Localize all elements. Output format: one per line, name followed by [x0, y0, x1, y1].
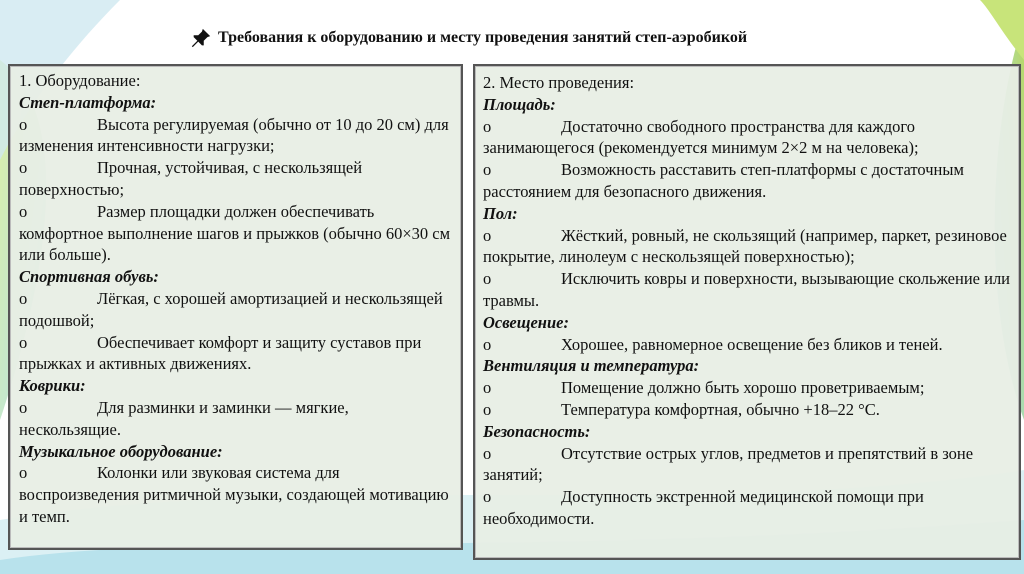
list-item	[19, 332, 453, 376]
bullet-marker: o	[19, 158, 28, 178]
list-item	[19, 157, 453, 201]
pushpin-icon	[190, 27, 212, 49]
venue-heading: 2. Место проведения:	[483, 73, 635, 92]
section-title: Музыкальное оборудование:	[19, 441, 223, 461]
bullet-marker: o	[483, 116, 492, 136]
bullet-marker: o	[19, 463, 28, 483]
list-item	[483, 377, 1011, 399]
section-title: Спортивная обувь:	[19, 267, 159, 287]
bullet-marker: o	[483, 487, 492, 507]
list-item	[483, 399, 1011, 421]
bullet-marker: o	[483, 225, 492, 245]
bullet-marker: o	[19, 397, 28, 417]
list-item-text: Температура комфортная, обычно +18–22 °C.	[561, 399, 880, 419]
section-title: Безопасность:	[483, 421, 591, 441]
list-item	[483, 268, 1011, 312]
list-item-text: Для разминки и заминки — мягкие, нескользящие.	[19, 397, 349, 439]
list-item	[483, 159, 1011, 203]
section-title: Пол:	[483, 203, 518, 223]
section-title: Освещение:	[483, 312, 569, 332]
list-item	[19, 201, 453, 266]
venue-panel	[473, 64, 1021, 560]
list-item-text: Размер площадки должен обеспечивать комфортное выполнение шагов и прыжков (обычно 60×30 см или больше).	[19, 201, 451, 265]
list-item	[19, 114, 453, 158]
list-item-text: Высота регулируемая (обычно от 10 до 20 см) для изменения интенсивности нагрузки;	[19, 114, 449, 156]
list-item-text: Помещение должно быть хорошо проветриваемым;	[561, 378, 925, 398]
equipment-heading: 1. Оборудование:	[19, 71, 141, 90]
bullet-marker: o	[483, 378, 492, 398]
list-item-text: Жёсткий, ровный, не скользящий (например, паркет, резиновое покрытие, линолеум с нескользящей поверхностью);	[483, 225, 1007, 267]
section-title: Коврики:	[19, 376, 86, 396]
bullet-marker: o	[19, 114, 28, 134]
bullet-marker: o	[483, 399, 492, 419]
list-item	[483, 334, 1011, 356]
list-item-text: Лёгкая, с хорошей амортизацией и нескользящей подошвой;	[19, 288, 443, 330]
list-item-text: Колонки или звуковая система для воспроизведения ритмичной музыки, создающей мотивацию и темп.	[19, 463, 449, 526]
bullet-marker: o	[19, 332, 28, 352]
list-item	[483, 116, 1011, 160]
list-item	[19, 288, 453, 332]
bullet-marker: o	[483, 160, 492, 180]
list-item-text: Доступность экстренной медицинской помощи при необходимости.	[483, 487, 924, 528]
bullet-marker: o	[483, 334, 492, 354]
list-item	[483, 443, 1011, 487]
list-item-text: Исключить ковры и поверхности, вызывающие скольжение или травмы.	[483, 269, 1011, 310]
list-item	[19, 462, 453, 527]
bullet-marker: o	[483, 443, 492, 463]
section-title: Степ-платформа:	[19, 92, 157, 112]
list-item	[483, 486, 1011, 530]
list-item-text: Достаточно свободного пространства для каждого занимающегося (рекомендуется минимум 2×2 м на человека);	[483, 116, 919, 158]
bullet-marker: o	[19, 288, 28, 308]
list-item-text: Возможность расставить степ-платформы с достаточным расстоянием для безопасного движения.	[483, 160, 964, 201]
bullet-marker: o	[19, 201, 28, 221]
slide-title-row	[190, 27, 890, 49]
section-title: Площадь:	[483, 94, 556, 114]
list-item-text: Хорошее, равномерное освещение без бликов и теней.	[561, 334, 943, 354]
slide-title: Требования к оборудованию и месту проведения занятий степ-аэробикой	[218, 29, 748, 46]
list-item-text: Обеспечивает комфорт и защиту суставов при прыжках и активных движениях.	[19, 332, 422, 374]
list-item	[19, 397, 453, 441]
list-item	[483, 225, 1011, 269]
bullet-marker: o	[483, 269, 492, 289]
equipment-panel	[8, 64, 463, 550]
list-item-text: Отсутствие острых углов, предметов и препятствий в зоне занятий;	[483, 443, 974, 485]
list-item-text: Прочная, устойчивая, с нескользящей поверхностью;	[19, 158, 363, 199]
section-title: Вентиляция и температура:	[483, 356, 700, 376]
